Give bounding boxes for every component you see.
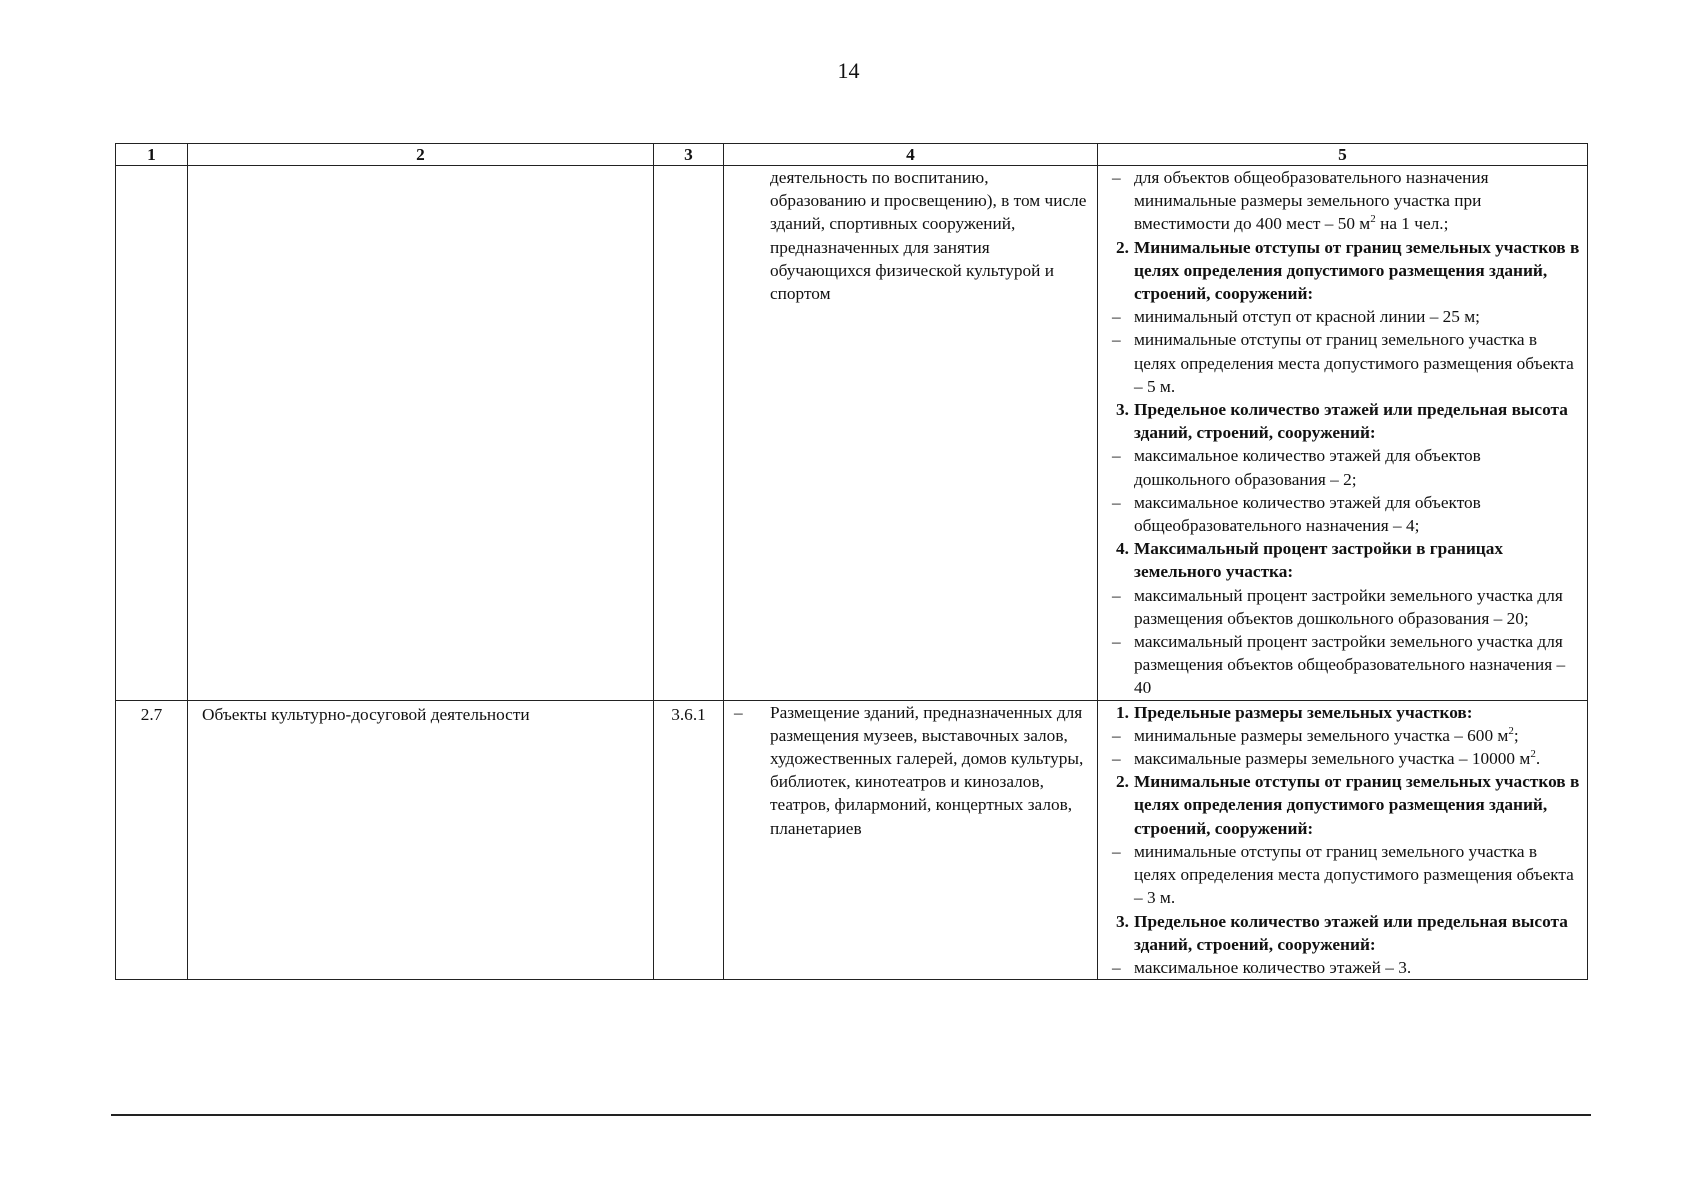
parameter-item bbox=[1106, 630, 1581, 700]
parameter-text bbox=[1134, 491, 1581, 537]
parameter-text-tail: . bbox=[1535, 749, 1541, 769]
parameter-text bbox=[1134, 398, 1581, 444]
unit-superscript: 2 bbox=[1508, 725, 1514, 738]
column-header-5: 5 bbox=[1098, 144, 1588, 166]
parameter-item bbox=[1106, 724, 1581, 747]
parameter-text-main: минимальные размеры земельного участка – 600 м bbox=[1134, 725, 1509, 745]
parameter-text bbox=[1134, 840, 1581, 910]
parameter-text bbox=[1134, 328, 1581, 398]
parameter-heading bbox=[1106, 910, 1581, 956]
parameter-item bbox=[1106, 328, 1581, 398]
parameter-text-main: максимальный процент застройки земельного участка для размещения объектов общеобразовательного назначения – 40 bbox=[1134, 632, 1566, 698]
parameter-text bbox=[1134, 956, 1581, 979]
parameter-text bbox=[1134, 537, 1581, 583]
parameter-text-main: максимальный процент застройки земельного участка для размещения объектов дошкольного образования – 20; bbox=[1134, 585, 1563, 628]
parameter-text bbox=[1134, 236, 1581, 306]
unit-superscript: 2 bbox=[1370, 213, 1376, 226]
parameter-text bbox=[1134, 444, 1581, 490]
parameter-text-main: Предельное количество этажей или предельная высота зданий, строений, сооружений: bbox=[1134, 911, 1568, 954]
parameter-text-main: Максимальный процент застройки в границах земельного участка: bbox=[1134, 539, 1504, 582]
column-header-2: 2 bbox=[188, 144, 654, 166]
table-row bbox=[116, 166, 1588, 701]
dash-bullet: – bbox=[1112, 307, 1121, 327]
footer-divider bbox=[111, 1114, 1591, 1116]
parameter-text bbox=[1134, 166, 1581, 236]
parameters-cell bbox=[1098, 700, 1588, 979]
description-text: Размещение зданий, предназначенных для размещения музеев, выставочных залов, художественных галерей, домов культуры, библиотек, кинотеатров и кинозалов, театров, филармоний, концертных залов, планетариев bbox=[770, 702, 1084, 838]
parameter-heading bbox=[1106, 770, 1581, 840]
parameter-text bbox=[1134, 305, 1581, 328]
parameter-text-main: Минимальные отступы от границ земельных участков в целях определения допустимого размещения зданий, строений, сооружений: bbox=[1134, 772, 1580, 838]
parameter-text-main: минимальные отступы от границ земельного участка в целях определения места допустимого размещения объекта – 5 м. bbox=[1134, 330, 1574, 396]
parameter-item bbox=[1106, 840, 1581, 910]
column-header-1: 1 bbox=[116, 144, 188, 166]
use-code bbox=[654, 166, 724, 701]
use-code: 3.6.1 bbox=[654, 700, 724, 979]
parameter-item bbox=[1106, 166, 1581, 236]
parameter-text-tail: ; bbox=[1513, 725, 1519, 745]
parameter-text bbox=[1134, 630, 1581, 700]
parameter-text-main: максимальные размеры земельного участка – 10000 м bbox=[1134, 749, 1531, 769]
parameter-heading bbox=[1106, 537, 1581, 583]
parameter-text-main: минимальный отступ от красной линии – 25 м; bbox=[1134, 307, 1480, 327]
parameter-text bbox=[1134, 584, 1581, 630]
dash-bullet: – bbox=[1112, 725, 1121, 745]
parameter-heading bbox=[1106, 236, 1581, 306]
use-description bbox=[724, 166, 1098, 701]
parameters-cell bbox=[1098, 166, 1588, 701]
dash-bullet: – bbox=[1112, 446, 1121, 466]
dash-bullet: – bbox=[734, 702, 743, 722]
parameter-text-main: минимальные отступы от границ земельного участка в целях определения места допустимого размещения объекта – 3 м. bbox=[1134, 841, 1574, 908]
dash-bullet: – bbox=[1112, 841, 1121, 861]
parameter-text-main: Минимальные отступы от границ земельных участков в целях определения допустимого размещения зданий, строений, сооружений: bbox=[1134, 237, 1580, 304]
heading-number: 2. bbox=[1116, 772, 1129, 792]
parameters-list bbox=[1106, 701, 1581, 979]
use-description bbox=[724, 700, 1098, 979]
parameter-item bbox=[1106, 584, 1581, 630]
parameter-text-main: максимальное количество этажей – 3. bbox=[1134, 957, 1412, 977]
heading-number: 2. bbox=[1116, 237, 1129, 257]
dash-bullet: – bbox=[1112, 330, 1121, 350]
heading-number: 3. bbox=[1116, 911, 1129, 931]
object-name: Объекты культурно-досуговой деятельности bbox=[188, 700, 654, 979]
heading-number: 3. bbox=[1116, 400, 1129, 420]
description-item bbox=[732, 701, 1087, 840]
regulations-table bbox=[115, 143, 1588, 980]
parameter-text bbox=[1134, 770, 1581, 840]
heading-number: 4. bbox=[1116, 539, 1129, 559]
page-number: 14 bbox=[837, 58, 860, 83]
dash-bullet: – bbox=[1112, 632, 1121, 652]
heading-number: 1. bbox=[1116, 702, 1129, 722]
parameters-list bbox=[1106, 166, 1581, 700]
parameter-text bbox=[1134, 910, 1581, 956]
row-number: 2.7 bbox=[116, 700, 188, 979]
parameter-text-main: Предельные размеры земельных участков: bbox=[1134, 702, 1473, 722]
parameter-heading bbox=[1106, 701, 1581, 724]
table-row bbox=[116, 700, 1588, 979]
column-header-4: 4 bbox=[724, 144, 1098, 166]
object-name bbox=[188, 166, 654, 701]
parameter-item bbox=[1106, 956, 1581, 979]
parameter-item bbox=[1106, 491, 1581, 537]
parameter-text-main: максимальное количество этажей для объектов дошкольного образования – 2; bbox=[1134, 446, 1481, 489]
parameter-text bbox=[1134, 747, 1581, 770]
parameter-heading bbox=[1106, 398, 1581, 444]
parameter-item bbox=[1106, 444, 1581, 490]
column-header-3: 3 bbox=[654, 144, 724, 166]
parameter-text-main: для объектов общеобразовательного назначения минимальные размеры земельного участка при вместимости до 400 мест – 50 м bbox=[1134, 168, 1489, 234]
dash-bullet: – bbox=[1112, 168, 1121, 187]
parameter-item bbox=[1106, 305, 1581, 328]
header-row bbox=[116, 144, 1588, 166]
parameter-item bbox=[1106, 747, 1581, 770]
parameter-text bbox=[1134, 724, 1581, 747]
unit-superscript: 2 bbox=[1530, 748, 1536, 761]
row-number bbox=[116, 166, 188, 701]
parameter-text-main: Предельное количество этажей или предельная высота зданий, строений, сооружений: bbox=[1134, 400, 1568, 443]
description-text: деятельность по воспитанию, образованию и просвещению), в том числе зданий, спортивных сооружений, предназначенных для занятия обучающихся физической культурой и спортом bbox=[770, 168, 1087, 304]
parameter-text-main: максимальное количество этажей для объектов общеобразовательного назначения – 4; bbox=[1134, 492, 1481, 536]
parameter-text bbox=[1134, 701, 1581, 724]
dash-bullet: – bbox=[1112, 585, 1121, 605]
dash-bullet: – bbox=[1112, 957, 1121, 977]
dash-bullet: – bbox=[1112, 749, 1121, 769]
dash-bullet: – bbox=[1112, 492, 1121, 512]
parameter-text-tail: на 1 чел.; bbox=[1375, 214, 1449, 234]
